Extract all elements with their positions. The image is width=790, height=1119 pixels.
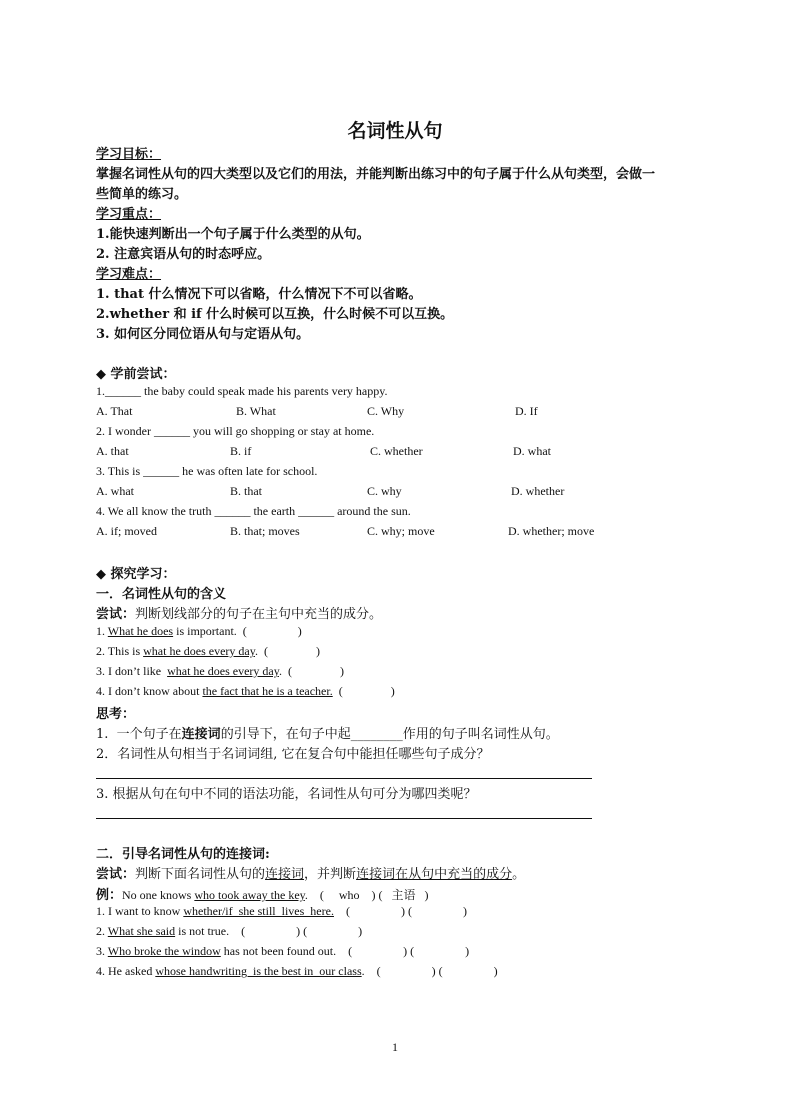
think-heading: 思考： [96, 707, 136, 722]
q1-option-a: A. That [96, 404, 133, 418]
try-label: 尝试： [96, 607, 136, 622]
objectives-text-2: 些简单的练习。 [96, 187, 188, 202]
difficulty-1: 1. that 什么情况下可以省略，什么情况下不可以省略。 [96, 287, 422, 302]
try-d: 连接词在从句中充当的成分 [356, 867, 513, 882]
item-rest: is not true. ( ) ( ) [175, 924, 363, 938]
pretest-question-2: 2. I wonder ______ you will go shopping or stay at home. [96, 424, 375, 438]
item-rest: . ( ) [278, 664, 344, 678]
example-b: . ( who ) ( 主语 ) [304, 888, 429, 902]
underlined-clause: whether/if she still lives here. [183, 904, 334, 918]
pretest-question-3: 3. This is ______ he was often late for school. [96, 464, 318, 478]
underlined-clause: what he does every day [167, 664, 279, 678]
explore-item-2 [96, 644, 320, 659]
difficulties-heading: 学习难点： [96, 267, 162, 282]
item-number: 1. I want to know [96, 904, 184, 918]
section2-item-4 [96, 964, 498, 979]
objectives-heading: 学习目标： [96, 147, 162, 162]
section1-title: 一．名词性从句的含义 [96, 587, 227, 602]
item-rest: . ( ) [254, 644, 320, 658]
item-number: 3. [96, 944, 108, 958]
underlined-clause: the fact that he is a teacher. [202, 684, 333, 698]
section1-try-line [96, 603, 382, 622]
answer-line-2 [96, 818, 592, 819]
think-3: 3. 根据从句在句中不同的语法功能，名词性从句可分为哪四类呢？ [96, 787, 477, 802]
section2-item-1 [96, 904, 467, 919]
think-1-c: 的引导下，在句子中起________作用的句子叫名词性从句。 [220, 727, 559, 742]
explore-item-4 [96, 684, 395, 699]
difficulty-2: 2.whether 和 if 什么时候可以互换，什么时候不可以互换。 [96, 307, 454, 322]
section2-example [96, 884, 429, 903]
q2-option-a: A. that [96, 444, 129, 458]
key-point-2: 2. 注意宾语从句的时态呼应。 [96, 247, 271, 262]
example-label: 例： [96, 888, 123, 903]
item-rest: ( ) ( ) [333, 904, 467, 918]
key-points-heading: 学习重点： [96, 207, 162, 222]
q4-option-c: C. why; move [367, 524, 435, 538]
think-1-b: 连接词 [181, 727, 221, 742]
think-1-a: 1. 一个句子在 [96, 727, 182, 742]
q1-option-d: D. If [515, 404, 538, 418]
objectives-text-1: 掌握名词性从句的四大类型以及它们的用法，并能判断出练习中的句子属于什么从句类型，会做一 [96, 167, 656, 182]
underlined-clause: what he does every day [143, 644, 255, 658]
q4-option-a: A. if; moved [96, 524, 157, 538]
item-rest: . ( ) ( ) [361, 964, 498, 978]
q3-option-b: B. that [230, 484, 262, 498]
item-number: 1. [96, 624, 108, 638]
underlined-clause: What he does [107, 624, 174, 638]
item-number: 2. This is [96, 644, 144, 658]
q3-option-c: C. why [367, 484, 402, 498]
item-number: 2. [96, 924, 108, 938]
section2-title: 二．引导名词性从句的连接词: [96, 847, 270, 862]
difficulty-3: 3. 如何区分同位语从句与定语从句。 [96, 327, 310, 342]
example-a: No one knows [122, 888, 195, 902]
page-title: 名词性从句 [347, 120, 443, 142]
pretest-heading: ◆ 学前尝试： [96, 367, 176, 382]
item-number: 4. He asked [96, 964, 156, 978]
think-1 [96, 723, 559, 742]
section2-item-3 [96, 944, 469, 959]
section2-item-2 [96, 924, 362, 939]
explore-item-3 [96, 664, 344, 679]
item-rest: ( ) [332, 684, 395, 698]
q3-option-a: A. what [96, 484, 134, 498]
explore-heading: ◆ 探究学习： [96, 567, 176, 582]
q4-option-b: B. that; moves [230, 524, 300, 538]
q3-option-d: D. whether [511, 484, 565, 498]
pretest-question-1: 1.______ the baby could speak made his parents very happy. [96, 384, 388, 398]
try-text: 判断划线部分的句子在主句中充当的成分。 [135, 607, 383, 622]
underlined-clause: Who broke the window [107, 944, 221, 958]
page-number: 1 [392, 1040, 398, 1054]
item-number: 4. I don’t know about [96, 684, 203, 698]
key-point-1: 1.能快速判断出一个句子属于什么类型的从句。 [96, 227, 370, 242]
answer-line-1 [96, 778, 592, 779]
q1-option-c: C. Why [367, 404, 405, 418]
example-underlined: who took away the key [194, 888, 305, 902]
think-2: 2．名词性从句相当于名词词组, 它在复合句中能担任哪些句子成分？ [96, 747, 490, 762]
section2-try-line [96, 863, 525, 882]
try-e: 。 [512, 867, 526, 882]
q2-option-d: D. what [513, 444, 551, 458]
underlined-clause: What she said [107, 924, 176, 938]
try-label: 尝试： [96, 867, 136, 882]
q2-option-c: C. whether [370, 444, 423, 458]
item-number: 3. I don’t like [96, 664, 168, 678]
pretest-question-4: 4. We all know the truth ______ the earth ______ around the sun. [96, 504, 411, 518]
q1-option-b: B. What [236, 404, 276, 418]
q4-option-d: D. whether; move [508, 524, 595, 538]
q2-option-b: B. if [230, 444, 252, 458]
try-a: 判断下面名词性从句的 [135, 867, 266, 882]
underlined-clause: whose handwriting is the best in our class [155, 964, 362, 978]
try-c: ，并判断 [304, 867, 357, 882]
item-rest: is important. ( ) [173, 624, 302, 638]
explore-item-1 [96, 624, 302, 639]
item-rest: has not been found out. ( ) ( ) [220, 944, 470, 958]
try-b: 连接词 [265, 867, 305, 882]
